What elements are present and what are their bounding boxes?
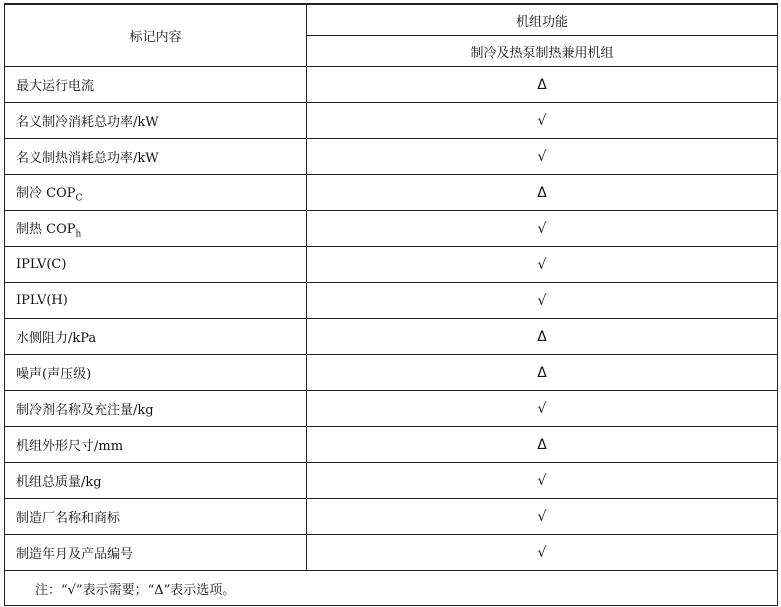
row-label: 名义制热消耗总功率/kW [5, 139, 307, 175]
row-mark: Δ [307, 175, 778, 211]
row-mark: √ [307, 139, 778, 175]
row-label: IPLV(H) [5, 283, 307, 319]
table-row [5, 463, 778, 499]
marking-table [4, 3, 778, 606]
row-label: 名义制冷消耗总功率/kW [5, 103, 307, 139]
row-label: 制造厂名称和商标 [5, 499, 307, 535]
row-mark: Δ [307, 319, 778, 355]
row-label: 制冷 $COP_C$ [5, 175, 307, 211]
table-row [5, 499, 778, 535]
row-mark: √ [307, 535, 778, 571]
row-label: 制热 $COP_h$ [5, 211, 307, 247]
row-mark: √ [307, 103, 778, 139]
table-row [5, 535, 778, 571]
table-body [5, 67, 778, 606]
header-marking-content: 标记内容 [5, 4, 307, 67]
table-note: 注：“√”表示需要；“Δ”表示选项。 [5, 571, 778, 606]
row-label: 最大运行电流 [5, 67, 307, 103]
table-row [5, 427, 778, 463]
row-mark: √ [307, 211, 778, 247]
row-mark: √ [307, 247, 778, 283]
table-row [5, 175, 778, 211]
table-row [5, 283, 778, 319]
table-row [5, 355, 778, 391]
row-mark: Δ [307, 355, 778, 391]
table-row [5, 103, 778, 139]
row-label: 机组外形尺寸/mm [5, 427, 307, 463]
table-row [5, 67, 778, 103]
row-label: IPLV(C) [5, 247, 307, 283]
row-mark: √ [307, 499, 778, 535]
table-row [5, 211, 778, 247]
row-label: 水侧阻力/kPa [5, 319, 307, 355]
row-label: 制冷剂名称及充注量/kg [5, 391, 307, 427]
header-unit-function: 机组功能 [307, 4, 778, 36]
row-mark: Δ [307, 67, 778, 103]
table-row [5, 247, 778, 283]
row-mark: √ [307, 463, 778, 499]
table-row [5, 139, 778, 175]
row-label: 噪声(声压级) [5, 355, 307, 391]
row-label: 制造年月及产品编号 [5, 535, 307, 571]
row-label: 机组总质量/kg [5, 463, 307, 499]
row-mark: √ [307, 391, 778, 427]
table-row [5, 391, 778, 427]
row-mark: √ [307, 283, 778, 319]
header-unit-type: 制冷及热泵制热兼用机组 [307, 36, 778, 67]
row-mark: Δ [307, 427, 778, 463]
table-row [5, 319, 778, 355]
